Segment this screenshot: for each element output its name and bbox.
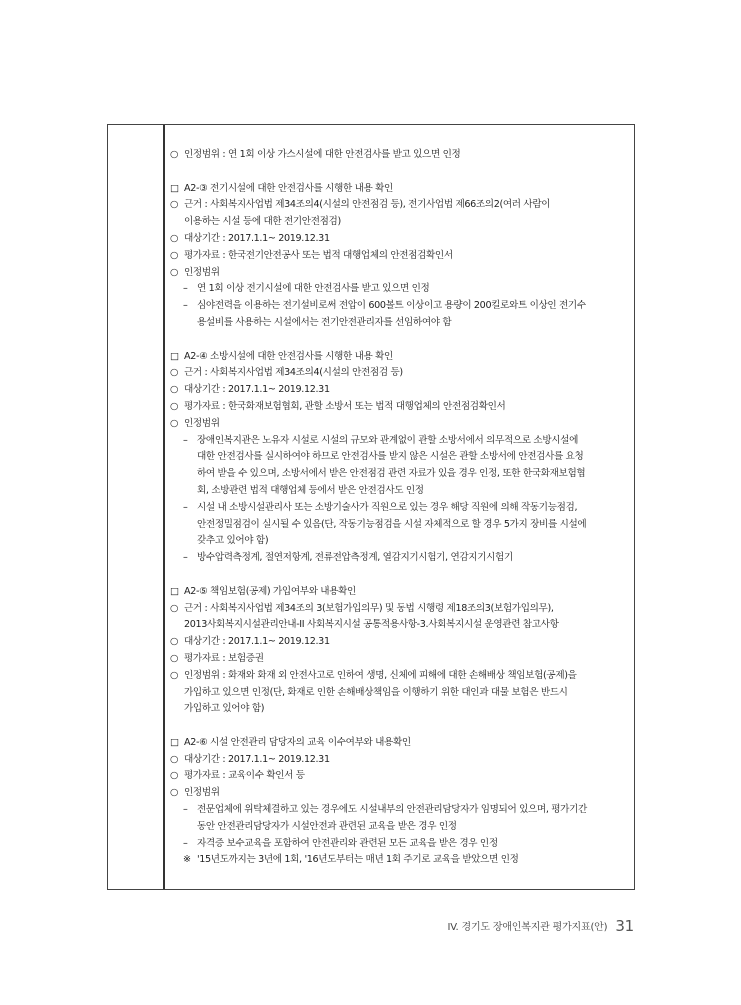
table-left-column xyxy=(108,125,165,889)
list-item xyxy=(170,601,628,635)
bullet-marker: – xyxy=(183,804,188,816)
list-item xyxy=(170,248,628,265)
section-marker: □ xyxy=(170,736,179,748)
bullet-marker: ○ xyxy=(170,636,179,648)
item-text-line: 인정범위 : 화재와 화재 외 안전사고로 인하여 생명, 신체에 피해에 대한 손해배상 책임보험(공제)을 xyxy=(184,669,577,681)
item-text-line: 평가자료 : 보험증권 xyxy=(184,652,264,664)
sub-list-item xyxy=(170,550,628,567)
item-text-line: 가입하고 있으면 인정(단, 화재로 인한 손해배상책임을 이행하기 위한 대인과 대물 보험은 반드시 xyxy=(184,686,568,698)
list-item xyxy=(170,416,628,433)
bullet-marker: – xyxy=(183,283,188,295)
sub-list-item xyxy=(170,836,628,853)
bullet-marker: ○ xyxy=(170,384,179,396)
item-text-line: 2013사회복지시설관리안내-II 사회복지시설 공통적용사항-3.사회복지시설 운영관련 참고사항 xyxy=(184,619,559,631)
item-text-line: 시설 내 소방시설관리사 또는 소방기술사가 직원으로 있는 경우 해당 직원에 의해 작동기능점검, xyxy=(197,501,578,513)
item-text-line: 회, 소방관련 법적 대행업체 등에서 받은 안전검사도 인정 xyxy=(197,484,424,496)
bullet-marker: ○ xyxy=(170,199,179,211)
item-text-line: 인정범위 xyxy=(184,266,220,278)
section-heading xyxy=(170,735,628,752)
section-heading-text: A2-④ 소방시설에 대한 안전검사를 시행한 내용 확인 xyxy=(184,350,393,362)
section-heading-text: A2-⑤ 책임보험(공제) 가입여부와 내용확인 xyxy=(184,585,356,597)
item-text-line: 하여 받을 수 있으며, 소방서에서 받은 안전점검 관련 자료가 있을 경우 인정, 또한 한국화재보험협 xyxy=(197,468,586,480)
page-footer xyxy=(0,917,634,935)
list-item xyxy=(170,399,628,416)
item-text-line: 근거 : 사회복지사업법 제34조의4(시설의 안전점검 등) xyxy=(184,367,403,379)
bullet-marker: – xyxy=(183,501,188,513)
bullet-marker: ○ xyxy=(170,669,179,681)
item-text-line: 용설비를 사용하는 시설에서는 전기안전관리자를 선임하여야 함 xyxy=(197,316,452,328)
item-text-line: 대상기간 : 2017.1.1~ 2019.12.31 xyxy=(184,384,330,396)
table-content-cell xyxy=(170,147,628,869)
list-item xyxy=(170,651,628,668)
item-text-line: 동안 안전관리담당자가 시설안전과 관련된 교육을 받은 경우 인정 xyxy=(197,820,457,832)
item-text-line: 방수압력측정계, 절연저항계, 전류전압측정계, 열감지기시험기, 연감지기시험기 xyxy=(197,552,513,564)
item-text-line: 평가자료 : 한국화재보험협회, 관할 소방서 또는 법적 대행업체의 안전점검확인서 xyxy=(184,400,506,412)
section-spacer xyxy=(170,567,628,584)
item-text-line: 자격증 보수교육을 포함하여 안전관리와 관련된 모든 교육을 받은 경우 인정 xyxy=(197,837,498,849)
section-marker: □ xyxy=(170,182,179,194)
item-text-line: 장애인복지관은 노유자 시설로 시설의 규모와 관계없이 관할 소방서에서 의무적으로 소방시설에 xyxy=(197,434,578,446)
section-heading-text: A2-⑥ 시설 안전관리 담당자의 교육 이수여부와 내용확인 xyxy=(184,736,411,748)
page-number: 31 xyxy=(615,917,634,935)
item-text-line: 갖추고 있어야 함) xyxy=(197,535,269,547)
list-item xyxy=(170,785,628,802)
bullet-marker: ○ xyxy=(170,149,179,160)
section-spacer xyxy=(170,332,628,349)
bullet-marker: ※ xyxy=(183,854,191,866)
list-item xyxy=(170,634,628,651)
sub-list-item xyxy=(170,298,628,332)
sub-list-item xyxy=(170,852,628,869)
item-text-line: 안전정밀점검이 실시될 수 있음(단, 작동기능점검을 시설 자체적으로 할 경우 5가지 장비를 시설에 xyxy=(197,518,587,530)
bullet-marker: ○ xyxy=(170,602,179,614)
bullet-marker: – xyxy=(183,434,188,446)
bullet-marker: ○ xyxy=(170,417,179,429)
bullet-marker: ○ xyxy=(170,787,179,799)
list-item xyxy=(170,752,628,769)
item-text-line: 연 1회 이상 전기시설에 대한 안전검사를 받고 있으면 인정 xyxy=(197,283,430,295)
item-text-line: 심야전력을 이용하는 전기설비로써 전압이 600볼트 이상이고 용량이 200킬로와트 이상인 전기수 xyxy=(197,300,586,312)
list-item xyxy=(170,231,628,248)
bullet-marker: ○ xyxy=(170,249,179,261)
sub-list-item xyxy=(170,281,628,298)
evaluation-table xyxy=(107,124,635,890)
sub-list-item xyxy=(170,433,628,500)
item-text-line: 가입하고 있어야 함) xyxy=(184,703,265,715)
bullet-marker: ○ xyxy=(170,232,179,244)
sub-list-item xyxy=(170,802,628,836)
list-item xyxy=(170,768,628,785)
bullet-marker: – xyxy=(183,552,188,564)
item-text-line: 인정범위 xyxy=(184,417,220,429)
bullet-marker: ○ xyxy=(170,266,179,278)
item-text-line: 평가자료 : 교육이수 확인서 등 xyxy=(184,770,305,782)
item-text-line: 이용하는 시설 등에 대한 전기안전점검) xyxy=(184,216,341,228)
section-marker: □ xyxy=(170,350,179,362)
sub-list-item xyxy=(170,500,628,550)
item-text-line: 대상기간 : 2017.1.1~ 2019.12.31 xyxy=(184,753,330,765)
bullet-marker: ○ xyxy=(170,400,179,412)
footer-chapter-title: IV. 경기도 장애인복지관 평가지표(안) xyxy=(447,922,608,933)
section-spacer xyxy=(170,718,628,735)
list-item xyxy=(170,365,628,382)
intro-item xyxy=(170,147,628,164)
section-heading-text: A2-③ 전기시설에 대한 안전검사를 시행한 내용 확인 xyxy=(184,182,393,194)
bullet-marker: ○ xyxy=(170,367,179,379)
bullet-marker: – xyxy=(183,300,188,312)
bullet-marker: – xyxy=(183,837,188,849)
section-heading xyxy=(170,181,628,198)
item-text-line: 평가자료 : 한국전기안전공사 또는 법적 대행업체의 안전점검확인서 xyxy=(184,249,453,261)
item-text-line: 대상기간 : 2017.1.1~ 2019.12.31 xyxy=(184,232,330,244)
list-item xyxy=(170,382,628,399)
item-text-line: 대상기간 : 2017.1.1~ 2019.12.31 xyxy=(184,636,330,648)
section-marker: □ xyxy=(170,585,179,597)
item-text-line: 대한 안전검사를 실시하여야 하므로 안전검사를 받지 않은 시설은 관할 소방서에 안전검사를 요청 xyxy=(197,451,584,463)
bullet-marker: ○ xyxy=(170,770,179,782)
bullet-marker: ○ xyxy=(170,753,179,765)
item-text-line: 근거 : 사회복지사업법 제34조의 3(보험가입의무) 및 동법 시행령 제18조의3(보험가입의무), xyxy=(184,602,554,614)
item-text-line: 인정범위 xyxy=(184,787,220,799)
list-item xyxy=(170,197,628,231)
bullet-marker: ○ xyxy=(170,652,179,664)
section-heading xyxy=(170,349,628,366)
list-item xyxy=(170,668,628,718)
list-item xyxy=(170,265,628,282)
item-text-line: 근거 : 사회복지사업법 제34조의4(시설의 안전점검 등), 전기사업법 제66조의2(여러 사람이 xyxy=(184,199,551,211)
section-heading xyxy=(170,584,628,601)
section-spacer xyxy=(170,164,628,181)
item-text-line: 전문업체에 위탁체결하고 있는 경우에도 시설내부의 안전관리담당자가 임명되어 있으며, 평가기간 xyxy=(197,804,587,816)
intro-text: 인정범위 : 연 1회 이상 가스시설에 대한 안전검사를 받고 있으면 인정 xyxy=(184,149,461,160)
item-text-line: '15년도까지는 3년에 1회, '16년도부터는 매년 1회 주기로 교육을 받았으면 인정 xyxy=(197,854,519,866)
